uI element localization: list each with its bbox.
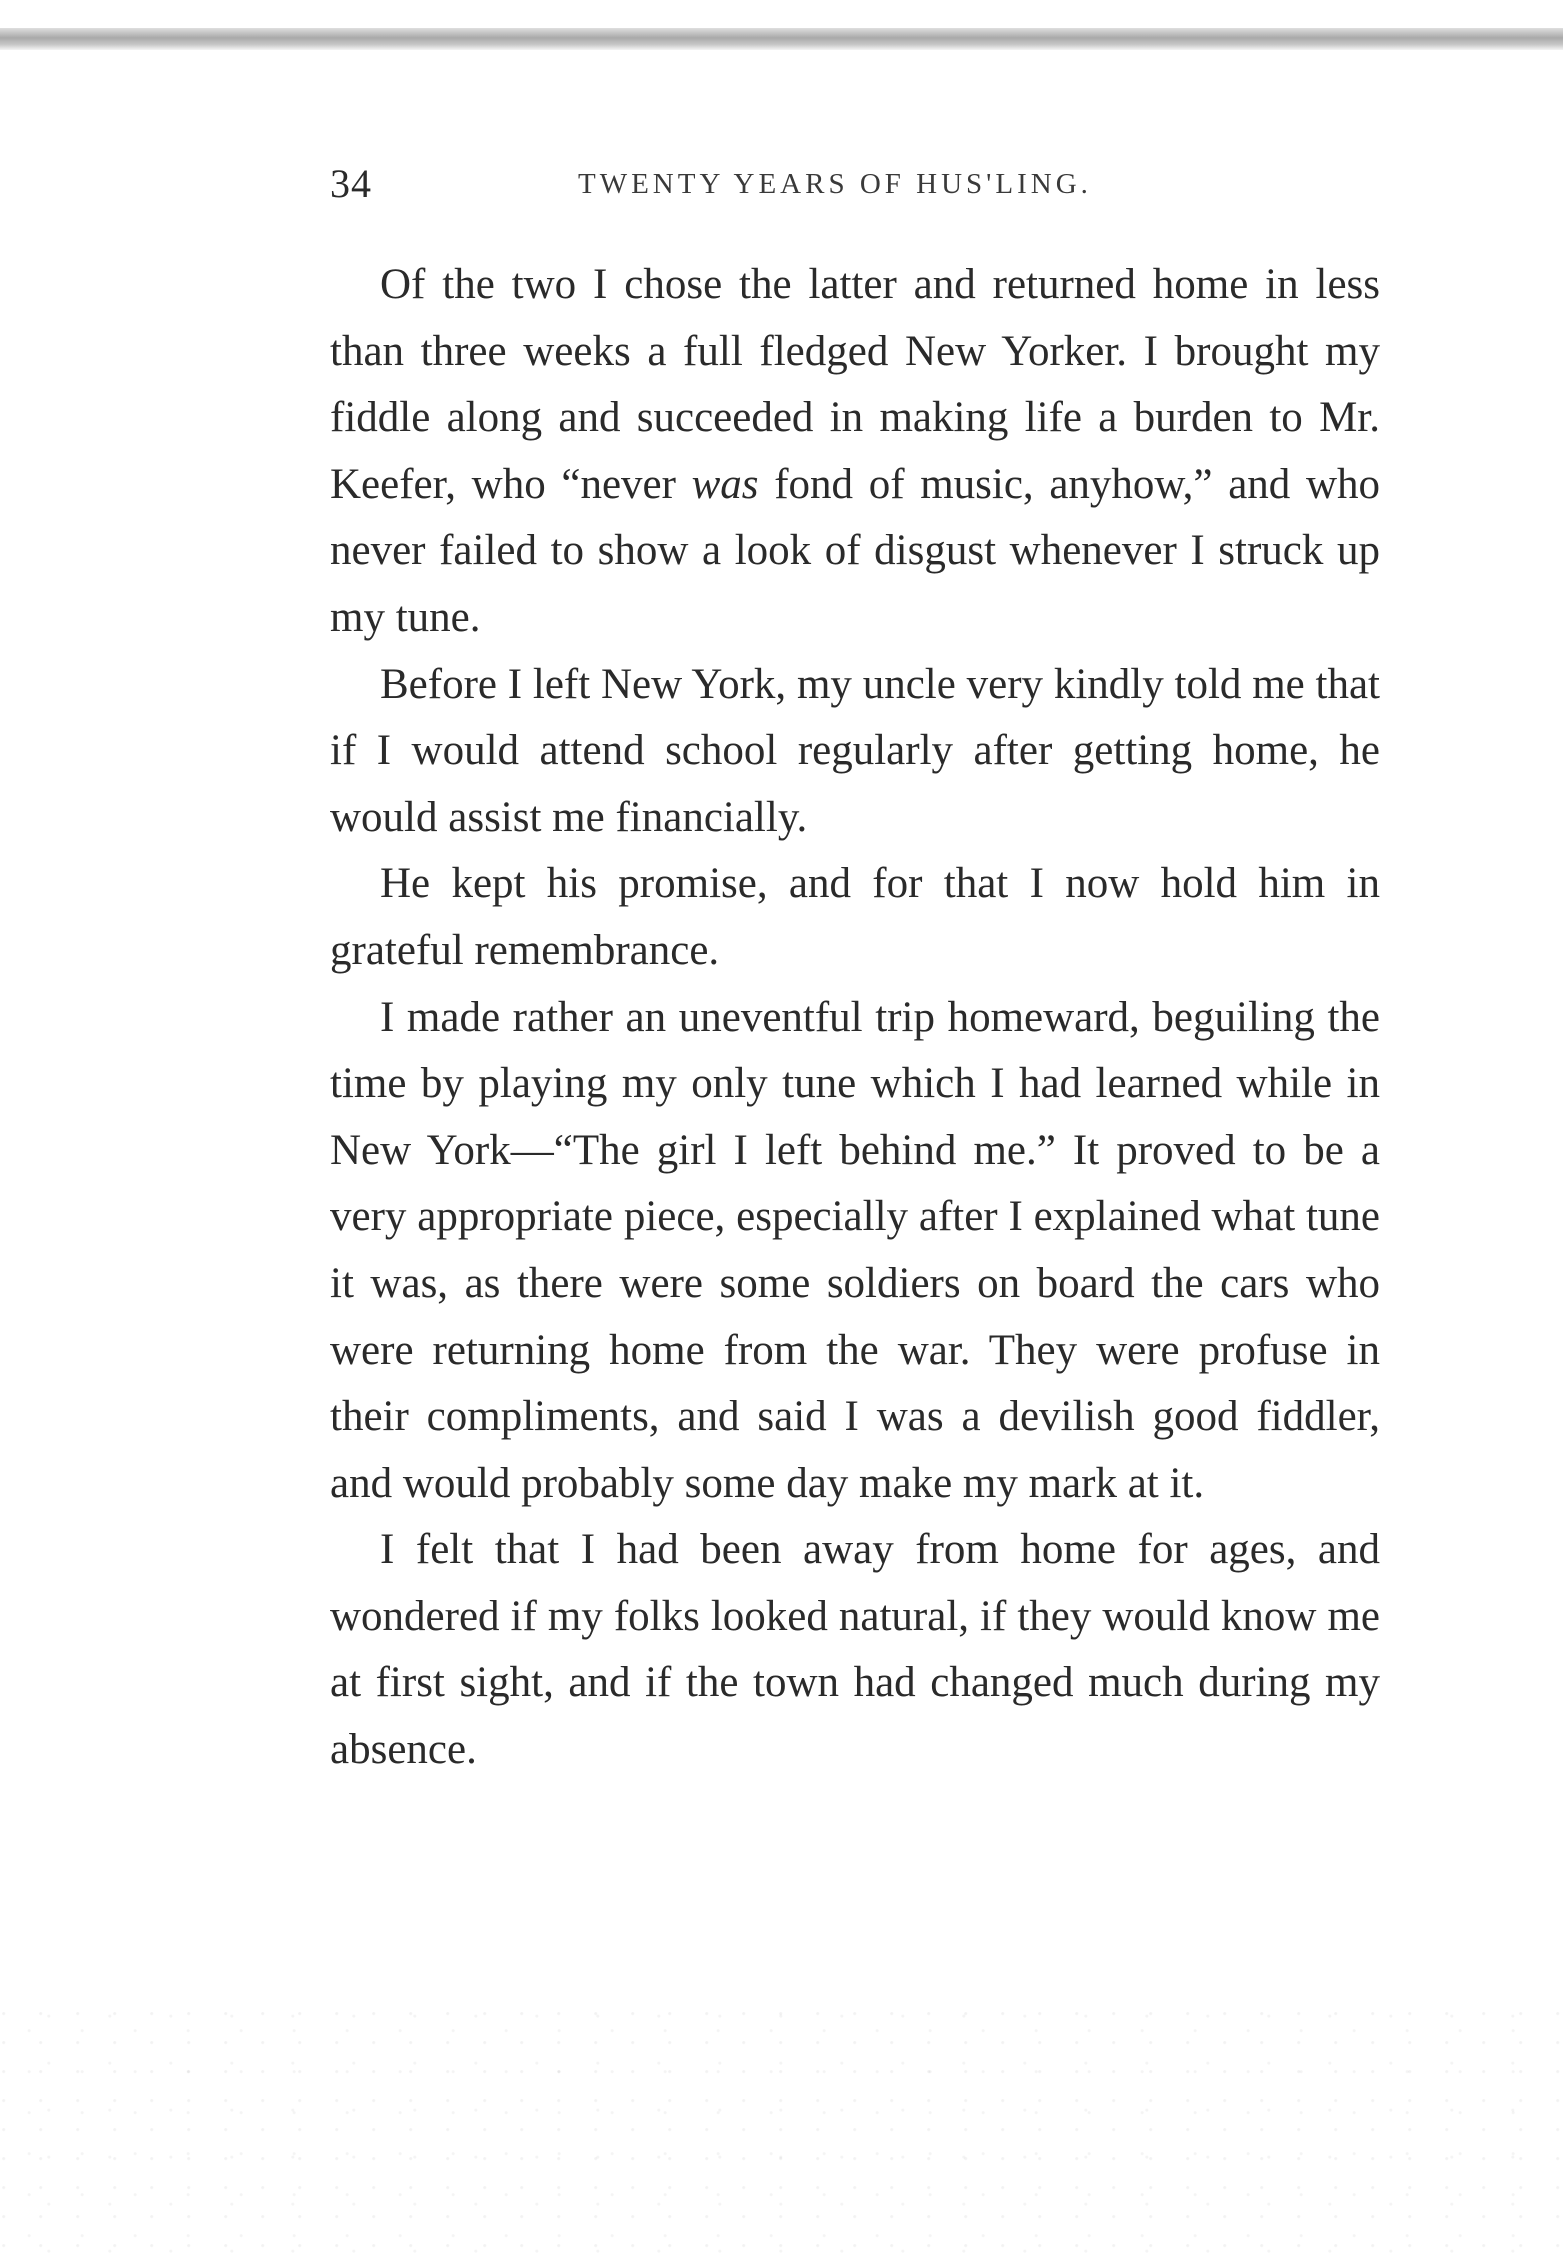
body-text	[330, 252, 1380, 1784]
paragraph-text: fond of music, anyhow,” and who never failed to show a look of disgust whenever I struck up my tune.	[330, 460, 1380, 641]
running-head: TWENTY YEARS OF HUS'LING.	[578, 168, 1092, 200]
page-header	[330, 160, 1380, 210]
paragraph: He kept his promise, and for that I now hold him in grateful remembrance.	[330, 860, 1380, 974]
page-number: 34	[330, 161, 372, 206]
paper-speckle	[0, 2002, 1563, 2262]
paragraph: I felt that I had been away from home for ages, and wondered if my folks looked natural, if they would know me at first sight, and if the town had changed much during my absence.	[330, 1526, 1380, 1774]
paragraph-text: Of the two I chose the latter and returned home in less than three weeks a full fledged New Yorker. I brought my fiddle along and succeeded in making life a burden to Mr. Keefer, who “never	[330, 261, 1380, 508]
emphasis-text: was	[691, 460, 759, 508]
paragraph: I made rather an uneventful trip homeward, beguiling the time by playing my only tune which I had learned while in New York—“The girl I left behind me.” It proved to be a very appropriate piece, especially after I explained what tune it was, as there were some soldiers on board the cars who were returning home from the war. They were profuse in their compliments, and said I was a devilish good fiddler, and would probably some day make my mark at it.	[330, 993, 1380, 1507]
scan-edge-band	[0, 28, 1563, 50]
paragraph: Before I left New York, my uncle very kindly told me that if I would attend school regularly after getting home, he would assist me financially.	[330, 660, 1380, 841]
paragraph	[330, 252, 1380, 652]
